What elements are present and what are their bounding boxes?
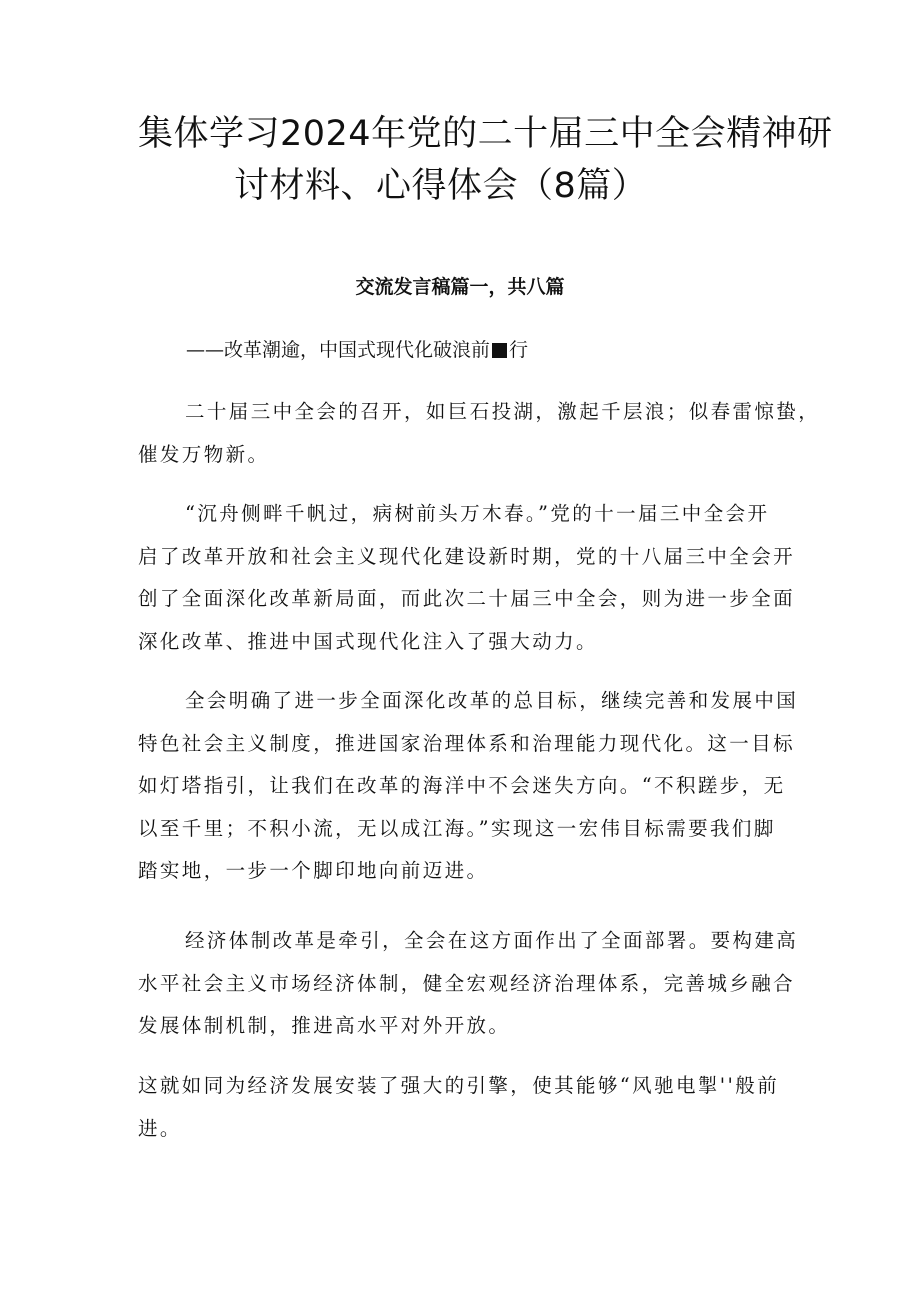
subtitle-text-end: 行 <box>509 339 529 361</box>
paragraph-2 <box>138 493 798 663</box>
title-line-1: 集体学习2024年党的二十届三中全会精神研 <box>138 114 833 154</box>
paragraph-line: 以至千里；不积小流，无以成江海。”实现这一宏伟目标需要我们脚 <box>138 816 776 840</box>
paragraph-line: 二十届三中全会的召开，如巨石投湖，激起千层浪；似春雷惊蛰， <box>185 400 821 423</box>
section-subtitle <box>186 335 528 365</box>
document-title <box>138 108 833 212</box>
paragraph-1 <box>138 391 821 476</box>
paragraph-line: 这就如同为经济发展安装了强大的引擎，使其能够“风驰电掣''般前 <box>138 1074 780 1097</box>
paragraph-line: 经济体制改革是牵引，全会在这方面作出了全面部署。要构建高 <box>185 929 799 952</box>
paragraph-4 <box>138 920 798 1048</box>
subtitle-text-start: ——改革潮逾，中国式现代化破浪前 <box>186 339 491 361</box>
redaction-block-icon <box>492 343 507 358</box>
paragraph-line: 全会明确了进一步全面深化改革的总目标，继续完善和发展中国 <box>185 689 799 712</box>
paragraph-line: 创了全面深化改革新局面，而此次二十届三中全会，则为进一步全面 <box>138 587 796 610</box>
paragraph-line: 踏实地，一步一个脚印地向前迈进。 <box>138 859 489 882</box>
title-line-2: 讨材料、心得体会（8篇） <box>234 166 648 206</box>
paragraph-line: 深化改革、推进中国式现代化注入了强大动力。 <box>138 629 598 653</box>
paragraph-5 <box>138 1065 798 1150</box>
paragraph-3 <box>138 680 798 893</box>
paragraph-line: 如灯塔指引，让我们在改革的海洋中不会迷失方向。“不积蹉步，无 <box>138 774 786 797</box>
paragraph-line: 发展体制机制，推进高水平对外开放。 <box>138 1014 511 1037</box>
section-heading: 交流发言稿篇一，共八篇 <box>355 276 565 298</box>
paragraph-line: 进。 <box>138 1116 182 1140</box>
paragraph-line: “沉舟侧畔千帆过，病树前头万木春。”党的十一届三中全会开 <box>185 502 770 525</box>
paragraph-line: 启了改革开放和社会主义现代化建设新时期，党的十八届三中全会开 <box>138 544 796 568</box>
paragraph-line: 水平社会主义市场经济体制，健全宏观经济治理体系，完善城乡融合 <box>138 971 796 995</box>
paragraph-line: 特色社会主义制度，推进国家治理体系和治理能力现代化。这一目标 <box>138 731 796 755</box>
paragraph-line: 催发万物新。 <box>138 442 270 466</box>
